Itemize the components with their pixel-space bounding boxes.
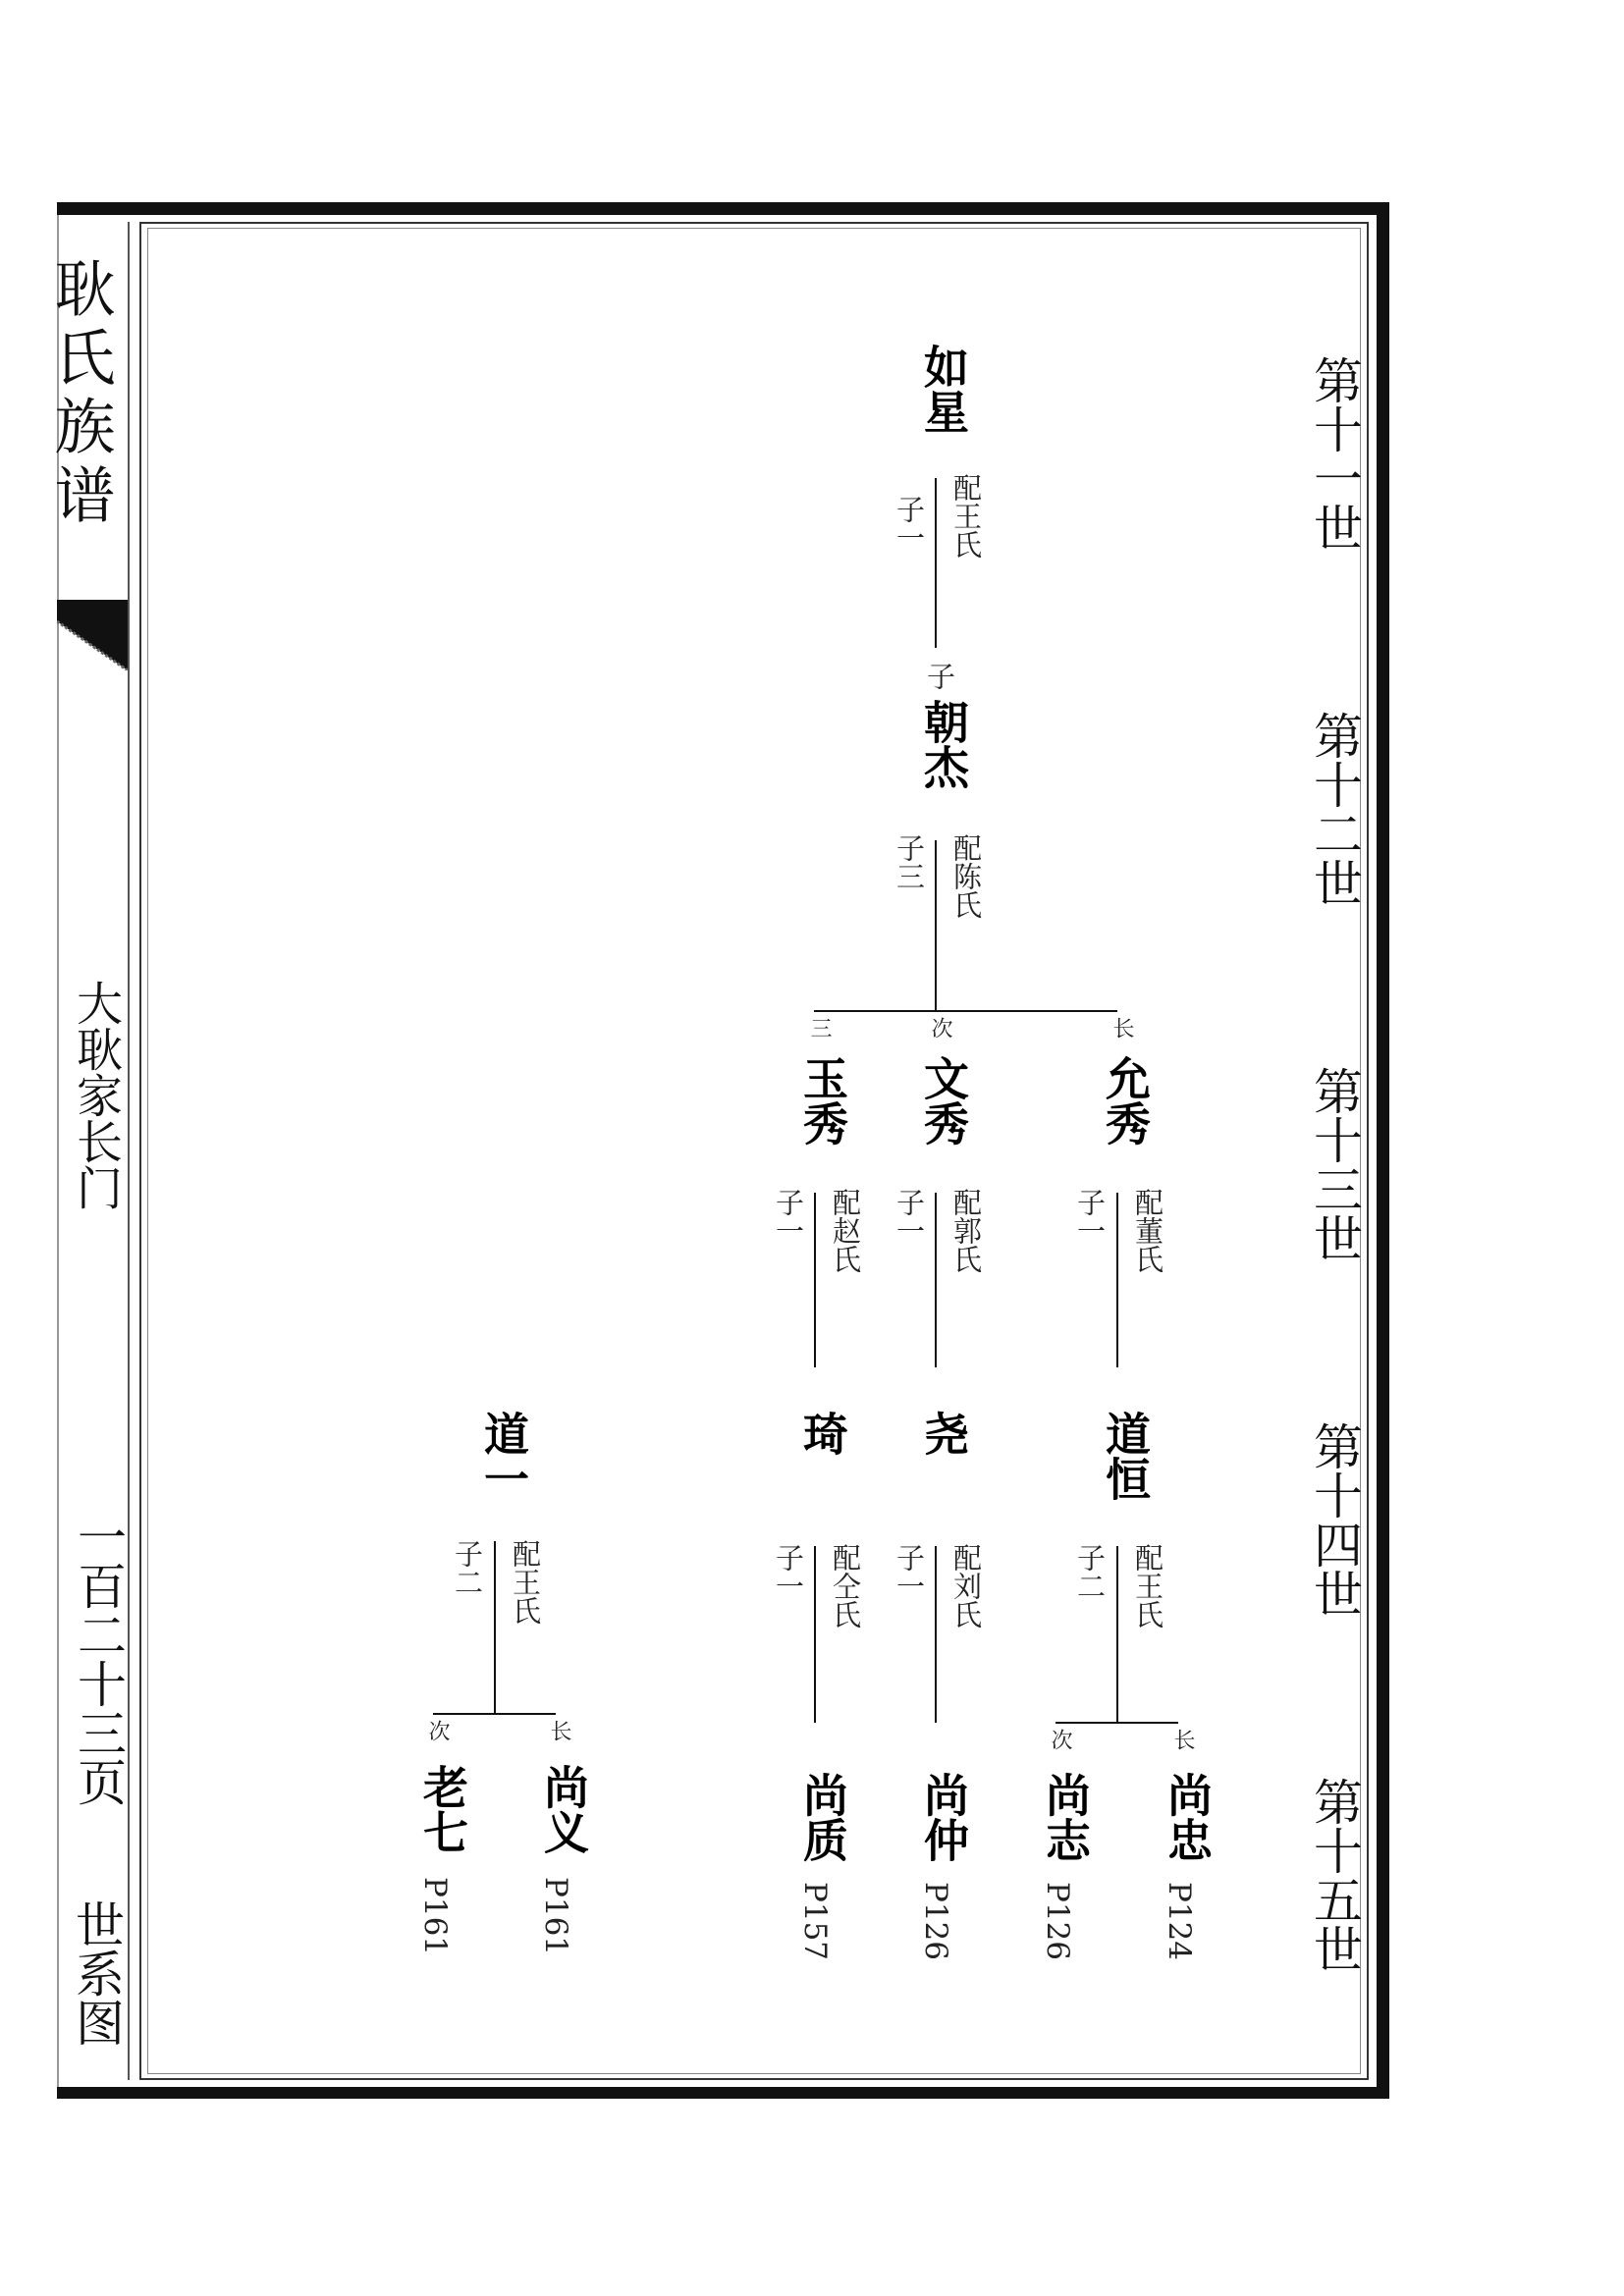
children-count: 子一	[893, 1543, 926, 1600]
generation-label: 第十一世	[1306, 355, 1363, 552]
page-reference: P126	[1040, 1882, 1075, 1961]
person-name: 道恒	[1099, 1411, 1152, 1501]
generation-label: 第十二世	[1306, 711, 1363, 907]
frame-bottom-border	[57, 2087, 1389, 2099]
order-mark: 长	[1170, 1729, 1195, 1750]
generation-label: 第十五世	[1306, 1777, 1363, 1973]
person-name: 尚义	[537, 1764, 590, 1854]
sibling-bar	[433, 1713, 556, 1715]
descent-line	[935, 840, 937, 1011]
spouse-note: 配董氏	[1131, 1188, 1164, 1273]
fish-tail-ornament	[57, 600, 128, 670]
person-name: 尚忠	[1161, 1772, 1214, 1862]
children-count: 子二	[1073, 1543, 1107, 1600]
descent-line	[935, 1546, 937, 1723]
children-count: 子一	[772, 1188, 805, 1245]
frame-right-border	[1377, 202, 1389, 2099]
spouse-note: 配刘氏	[949, 1543, 983, 1629]
person-name: 尚仲	[917, 1772, 970, 1862]
frame-top-border	[57, 202, 1389, 215]
sibling-bar	[814, 1010, 1117, 1012]
order-mark: 次	[425, 1720, 450, 1741]
spouse-note: 配王氏	[1131, 1543, 1164, 1629]
person-name: 文秀	[917, 1055, 970, 1146]
person-name: 琦	[796, 1411, 849, 1456]
person-name: 道一	[477, 1411, 530, 1501]
children-count: 子一	[893, 1188, 926, 1245]
spouse-note: 配陈氏	[949, 833, 983, 919]
children-count: 子一	[893, 495, 926, 552]
children-count: 子一	[772, 1543, 805, 1600]
spouse-note: 配王氏	[949, 473, 983, 559]
spouse-note: 配郭氏	[949, 1188, 983, 1273]
spouse-note: 配王氏	[509, 1539, 542, 1625]
order-mark: 次	[928, 1017, 952, 1039]
page-number: 一百二十三页	[70, 1512, 127, 1806]
person-name: 尚志	[1039, 1772, 1092, 1862]
person-name: 朝杰	[917, 699, 970, 789]
page-reference: P124	[1162, 1882, 1197, 1961]
descent-line	[814, 1546, 816, 1723]
order-mark: 三	[807, 1017, 832, 1039]
spouse-note: 配仝氏	[829, 1543, 862, 1629]
page-reference: P161	[538, 1877, 573, 1956]
descent-line	[814, 1193, 816, 1367]
generation-label: 第十四世	[1306, 1421, 1363, 1618]
children-count: 子二	[451, 1539, 484, 1596]
order-mark: 子	[923, 662, 956, 690]
children-count: 子三	[893, 833, 926, 890]
spouse-note: 配赵氏	[829, 1188, 862, 1273]
sibling-bar	[1056, 1722, 1178, 1724]
order-mark: 次	[1048, 1729, 1072, 1750]
generation-label: 第十三世	[1306, 1066, 1363, 1262]
descent-line	[1116, 1193, 1118, 1367]
person-name: 老七	[416, 1764, 469, 1854]
person-name: 玉秀	[796, 1055, 849, 1146]
descent-line	[494, 1541, 496, 1714]
person-name: 尚质	[796, 1772, 849, 1862]
descent-line	[935, 478, 937, 648]
children-count: 子一	[1073, 1188, 1107, 1245]
branch-label: 大耿家长门	[69, 980, 123, 1210]
person-name: 尧	[917, 1411, 970, 1456]
person-name: 允秀	[1099, 1055, 1152, 1146]
book-title: 耿氏族谱	[44, 257, 116, 532]
page-reference: P161	[417, 1877, 453, 1956]
person-name: 如星	[917, 344, 970, 434]
section-title: 世系图	[68, 1899, 125, 2047]
order-mark: 长	[1110, 1017, 1134, 1039]
page-reference: P157	[797, 1882, 833, 1961]
descent-line	[935, 1193, 937, 1367]
page-reference: P126	[918, 1882, 953, 1961]
descent-line	[1116, 1546, 1118, 1723]
order-mark: 长	[547, 1720, 571, 1741]
